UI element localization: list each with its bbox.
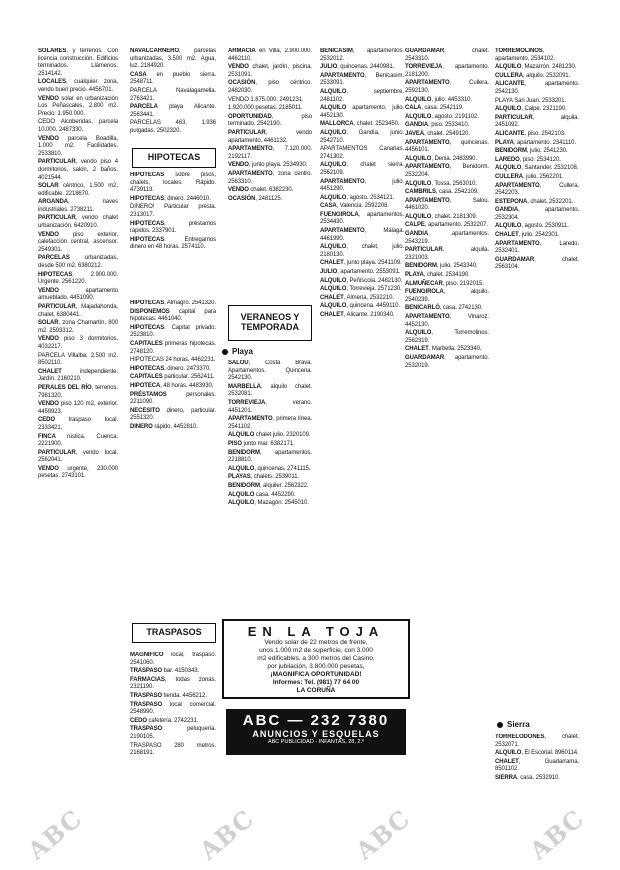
classified-ad: PARTICULAR, vendo piso 4 dormitorios, salón, 2 baños. 4021544.	[38, 159, 118, 181]
classified-ad: ALQUILO, quincena. 4459110.	[320, 303, 400, 310]
ad-line: por jubilación, 3.800.000 pesetas,	[267, 663, 365, 670]
classified-ad: VENDO piso 120 m2, exterior. 4459923.	[38, 401, 118, 415]
bullet-icon	[222, 349, 228, 355]
classified-ad: PARTICULAR, vendo local. 2562041.	[38, 449, 118, 464]
classified-ad: ALQUILO, Gandía, junio. 2542710.	[320, 129, 404, 144]
classified-ad: TRASPASO peluquería. 2190105.	[130, 726, 216, 740]
classified-ad: VENDO apartamento amueblado. 4451090.	[38, 287, 118, 302]
column-5	[405, 48, 489, 808]
ad-line: Vendo solar de 22 metros de frente,	[264, 639, 368, 646]
classified-ad: TRASPASO bar. 4150343.	[130, 668, 200, 675]
column-2-hipotecas-cont	[130, 300, 216, 550]
classified-ad: HIPOTECAS, préstamos rápidos. 2337901.	[130, 220, 216, 235]
classified-ad: APARTAMENTO, Vinaroz. 4452130.	[405, 314, 489, 328]
classified-ad: CAPITALES primeras hipotecas. 2748120.	[130, 340, 216, 355]
section-heading-hipotecas	[132, 148, 216, 168]
classified-ad: VENDO parcela Boadilla, 1.000 m2. Facilidades. 2533810.	[38, 135, 118, 157]
ad-abc-address: ABC PUBLICIDAD - INFANTAS, 28, 2.º	[267, 739, 365, 745]
classified-ad: DISPONEMOS capital para hipotecas. 4461040.	[130, 308, 216, 323]
classified-ad: ALQUILO, Torremolinos. 2562319.	[405, 330, 489, 344]
classified-ad: HIPOTECA, 48 horas. 4483930.	[130, 382, 214, 389]
classified-ad: PARCELA Navalagamella. 2763421.	[130, 87, 216, 102]
classified-ad: 1.920.000 pesetas. 2185011.	[228, 105, 303, 112]
ad-title: EN LA TOJA	[247, 624, 385, 639]
ad-line: unos 1.000 m2 de superficie, con 3.000	[259, 647, 373, 654]
classified-ad: APARTAMENTO, Salou. 4461020.	[405, 197, 489, 212]
classified-ad: PERALES DEL RÍO, terrenos. 7981320.	[38, 384, 118, 399]
classified-ad: ALICANTE, piso. 2542103.	[495, 130, 566, 137]
classified-ad: ALICANTE, apartamento. 2542130.	[495, 81, 579, 95]
classified-ad: JULIO, quincenas. 2440981.	[320, 64, 395, 71]
classified-ad: PARTICULAR, alquila. 2321003.	[405, 247, 489, 261]
classified-ad: JULIO, apartamento. 2553091.	[320, 269, 401, 276]
classified-ad: ARGANDA, naves industriales. 2738211.	[38, 199, 118, 213]
classified-ad: ALQUILO, septiembre. 2481102.	[320, 88, 404, 103]
column-1	[38, 48, 118, 808]
classified-ad: HIPOTECAS. Entregamos dinero en 48 horas. 2574110.	[130, 236, 216, 251]
classified-ad: HIPOTECAS sobre pisos, chalets, locales. Rápido. 4739113.	[130, 172, 216, 194]
classified-ad: LOCALES, cualquier zona, vendo buen precio. 4456701.	[38, 79, 118, 93]
ad-line: Informes: Tel. (981) 77 64 00	[272, 679, 360, 686]
classified-ad: CEDO Alcobendas, parcela 10.000. 2487330.	[38, 119, 118, 133]
classified-ad: APARTAMENTO, Laredo. 2532401.	[495, 240, 579, 255]
classified-ad: FINCA rústica. Cuenca. 2221900.	[38, 433, 118, 448]
column-2-hipotecas	[130, 172, 216, 282]
classified-ad: ALQUILO, agosto. 2534121.	[320, 194, 395, 201]
classified-ad: HIPOTECAS, dinero. 2473370.	[130, 365, 211, 372]
classified-ad: BENICARLÓ, casa. 2742130.	[405, 305, 483, 312]
classified-ad: ALQUILO, Calpe. 2321190.	[495, 106, 567, 113]
classified-ad: BENIDORM, julio. 2543340.	[405, 263, 478, 270]
classified-ad: CEDO cafetería. 2742231.	[130, 717, 199, 724]
subsection-playa	[222, 347, 253, 356]
classified-ad: MAGNÍFICO local, traspaso. 2541060.	[130, 652, 216, 666]
classified-ad: VENDO chalet, jardín, piscina. 2531091.	[228, 64, 312, 78]
classified-ad: VENDO 1.875.000. 2491231.	[228, 96, 304, 103]
classified-ad: NECESITO dinero, particular. 2551320.	[130, 407, 216, 422]
classified-ad: APARTAMENTO, zona centro. 2563310.	[228, 170, 312, 185]
subsection-sierra	[497, 720, 530, 729]
classified-ad: ALQUILO, El Escorial. 8960114.	[495, 750, 579, 757]
classified-ad: ALQUILO, Mazagón. 2545010.	[228, 500, 309, 507]
classified-ad: FUENGIROLA, apartamentos. 2534430.	[320, 211, 404, 226]
classified-ad: OPORTUNIDAD, piso terminado. 2542190.	[228, 113, 312, 128]
classified-ad: OCASIÓN, 2481125.	[228, 195, 283, 202]
classified-ad: CULLERA, alquilo. 2532091.	[495, 72, 571, 79]
classified-ad: CHALET, Almería. 2532210.	[320, 294, 394, 301]
classified-ad: GUARDAMAR, chalet. 2543310.	[405, 48, 489, 62]
classified-ad: ALQUILO, Mazarrón. 2481230.	[495, 64, 577, 71]
column-2-traspasos	[130, 652, 216, 812]
classified-ad: CEDO traspaso local. 2333421.	[38, 417, 118, 431]
ad-abc-phone: ABC — 232 7380	[242, 712, 390, 729]
classified-ad: ALQUILO, agosto. 2530911.	[495, 223, 569, 230]
classified-ad: PISO junto mar. 6382171.	[228, 440, 295, 447]
classified-ad: ALQUILO, Denia. 2483990.	[405, 155, 477, 162]
classified-ad: FUENGIROLA, alquilo. 2540239.	[405, 289, 489, 303]
classified-ad: HIPOTECAS, Almagro. 2541320.	[130, 300, 216, 306]
column-6-sierra	[495, 734, 579, 814]
classified-ad: DINERO rápido. 4452810.	[130, 423, 198, 430]
classified-ad: ALQUILO chalet julio. 2320109.	[228, 432, 311, 439]
classified-ad: SOLAR, zona Chamartín, 800 m2. 2593312.	[38, 320, 118, 334]
classified-ad: CASA, Valencia. 2592208.	[320, 203, 389, 210]
classified-ad: CAMBRILS, casa. 2542109.	[405, 189, 479, 196]
classified-ad: SOLAR céntrico, 1.500 m2, edificable. 2218670.	[38, 183, 118, 197]
classified-ad: NAVALCARNERO, parcelas urbanizadas, 3.500 m2. Agua, luz. 2184920.	[130, 48, 216, 70]
classified-ad: PARTICULAR, vendo apartamento. 4461132.	[228, 129, 312, 144]
classified-ad: CALPE, apartamento. 2532207.	[405, 222, 488, 229]
classified-ad: VENDO piso 3 dormitorios. 4032217.	[38, 336, 118, 350]
classified-ad: TORREVIEJA, verano. 4451201.	[228, 399, 312, 414]
classified-ad: ALQUILO, Torrevieja. 2571230.	[320, 286, 402, 293]
watermark-abc: ABC	[349, 803, 416, 866]
classified-ad: CHALET, junto playa. 2541109.	[320, 260, 402, 267]
classified-ad: PLAYAS, chalets. 2539011.	[228, 474, 299, 481]
classified-ad: DINERO! Particular presta. 2313017.	[130, 204, 216, 218]
classified-ad: CHALET, julio. 2542301.	[495, 232, 560, 239]
classified-ad: BENIDORM, apartamentos. 2218810.	[228, 449, 312, 464]
classified-ad: CHALET, Alicante. 2190340.	[320, 312, 395, 318]
ad-line: ¡MAGNIFICA OPORTUNIDAD!	[270, 671, 362, 678]
classified-ad: PARCELAS urbanizadas, desde 500 m2. 6380212.	[38, 255, 118, 270]
ad-line: m2 edificables, a 300 metros del Casino,	[257, 655, 375, 662]
classified-ad: TORREMOLINOS, apartamento. 2534102.	[495, 48, 555, 62]
classified-ad: GANDIA, piso. 2533410.	[405, 122, 470, 129]
classified-ad: TRASPASO tienda. 4456212.	[130, 692, 207, 699]
classified-ad: APARTAMENTO, quincenas. 4456101.	[405, 139, 489, 154]
classified-ad: ALQUILO, chalet, julio. 2180130.	[320, 244, 404, 258]
classified-ad: ALQUILO casa. 4452290.	[228, 491, 296, 498]
classified-ad: JAVEA, chalet. 2549120.	[405, 130, 470, 137]
classified-ad: CALA, casa. 2542119.	[405, 105, 464, 112]
classified-ad: CHALET, Guadarrama. 8501102.	[495, 758, 579, 773]
classified-ad: ALQUILO, Santander. 2532108.	[495, 165, 579, 172]
classified-ad: VENDO chalet. 6382230.	[228, 187, 294, 194]
classified-ad: CHALET, Marbella. 2523340.	[405, 346, 482, 353]
ad-abc-tagline: ANUNCIOS Y ESQUELAS	[252, 729, 380, 739]
column-4	[320, 48, 404, 613]
classified-ad: HIPOTECAS, 2.900.000. Urgente. 2561220.	[38, 271, 118, 286]
classified-ad: TRASPASO 280 metros. 2168191.	[130, 742, 216, 757]
section-heading-traspasos	[132, 623, 216, 643]
classified-ad: APARTAMENTO, 7.120.000. 2192117.	[228, 146, 312, 160]
ad-line: LA CORUÑA	[296, 687, 336, 694]
watermark-abc: ABC	[193, 803, 260, 866]
classified-ad: ESTEPONA, chalet. 2532201.	[495, 198, 574, 205]
classified-ad: MALLORCA, chalet. 2523450.	[320, 121, 400, 128]
subsection-label: Playa	[232, 347, 253, 356]
classified-ad: GANDIA, apartamentos. 2543219.	[405, 231, 489, 245]
watermark-abc: ABC	[523, 803, 590, 866]
section-heading-veraneos	[228, 305, 312, 341]
classified-ad: GUARDAMAR, apartamento. 2532019.	[405, 354, 489, 369]
classified-ad: VENDO, junto playa. 2534930.	[228, 162, 308, 169]
classified-ad: GANDIA, apartamento. 2532304.	[495, 207, 579, 221]
classified-ad: ALQUILO, Tossa. 2563010.	[405, 180, 477, 187]
classified-ad: PARTICULAR, vendo chalet urbanización. 6420910.	[38, 215, 118, 230]
classified-ad: HIPOTECAS 24 horas. 4462231.	[130, 357, 216, 364]
classified-ad: PARTICULAR, alquila. 2451092.	[495, 114, 579, 129]
classified-ad: ALQUILO, julio. 4453310.	[405, 96, 472, 103]
classified-ad: PLAYA, apartamento. 2341110.	[495, 139, 576, 146]
classified-ad: ALQUILO apartamento, julio. 4452130.	[320, 105, 404, 119]
classified-ad: FARMACIAS, todas zonas. 2321190.	[130, 676, 216, 691]
classified-ad: ALMUÑECAR, piso. 2192015.	[405, 280, 484, 287]
classified-ad: GUARDAMAR, chalet. 2563104.	[495, 256, 579, 271]
classified-ad: CAPITALES particular. 2562411.	[130, 374, 215, 381]
classified-ad: TORREVIEJA, apartamento. 2181200.	[405, 64, 489, 78]
classified-ad: PARCELAS 463, 1.936 pulgadas. 2502320.	[130, 120, 216, 134]
classified-ad: PARCELA Villalba, 2.500 m2. 8502110.	[38, 352, 118, 367]
classified-ad: ARMACIA en Villa, 2.900.000. 4462110.	[228, 48, 312, 62]
subsection-label: Sierra	[507, 720, 530, 729]
classified-ad: LAREDO, piso. 2534120.	[495, 156, 561, 163]
classified-ad: APARTAMENTO, Cullera. 2542203.	[495, 182, 579, 197]
classified-ad: CHALET independiente. Jardín. 2160210.	[38, 368, 118, 383]
classified-ad: HIPOTECAS. Capital privado. 2523810.	[130, 324, 216, 339]
classified-ad: APARTAMENTO, primera línea. 2541102.	[228, 416, 312, 430]
column-3-playa	[228, 360, 312, 610]
classified-ad: PLAYA, chalet. 2534190.	[405, 272, 470, 279]
classified-ad: APARTAMENTOS Canarias. 2741302.	[320, 146, 404, 160]
classified-ad: SOLARES, y terrenos. Con licencia construcción. Edificios terminados. Llámenos. 2514142.	[38, 48, 118, 77]
classified-ad: HIPOTECAS, dinero. 2446010.	[130, 195, 211, 202]
classified-ad: ALQUILO, Peñíscola. 2482130.	[320, 277, 403, 284]
classified-ad: APARTAMENTO, Málaga. 4461990.	[320, 228, 404, 242]
classified-ad: MARBELLA, alquilo chalet. 2532081.	[228, 383, 312, 398]
classified-ad: BENIDORM, julio. 2541230.	[495, 148, 568, 155]
classified-ad: APARTAMENTO, Cullera. 2592130.	[405, 80, 489, 94]
classified-ad: APARTAMENTO, julio. 4451290.	[320, 178, 404, 193]
heading-text: TRASPASOS	[146, 627, 202, 638]
classified-ad: BENICASIM, apartamentos. 2532012.	[320, 48, 404, 62]
ad-la-toja	[222, 619, 410, 699]
classified-ad: APARTAMENTO, Benicasim. 2533091.	[320, 72, 404, 87]
ad-abc-anuncios	[226, 709, 406, 755]
classified-ad: PLAYA San Juan. 2533201.	[495, 97, 567, 104]
classified-ad: TORRELODONES, chalet. 2532071.	[495, 734, 579, 748]
classified-ad: ALQUILO, chalet. 2181309.	[405, 213, 478, 220]
bullet-icon	[497, 722, 503, 728]
watermark-abc: ABC	[21, 803, 88, 866]
classified-ad: BENIDORM, alquiler. 2562322.	[228, 482, 309, 489]
column-3-top	[228, 48, 312, 298]
heading-text: HIPOTECAS	[147, 152, 201, 163]
classified-ad: TRASPASO local comercial. 2548990.	[130, 701, 216, 716]
classified-ad: VENDO solar en urbanización Los Peñascales, 2.800 m2. Precio: 1.950.000.	[38, 95, 118, 117]
heading-text: VERANEOS Y TEMPORADA	[240, 312, 300, 332]
ad-body	[224, 639, 408, 695]
classified-ad: PARTICULAR, Majadahonda, chalet. 6380441.	[38, 304, 118, 318]
classified-ad: VENDO urgente, 230.000 pesetas. 2743101.	[38, 465, 118, 480]
classified-ad: ALQUILO, agosto. 2191102.	[405, 113, 479, 120]
classified-ad: PRÉSTAMOS personales. 2211090.	[130, 391, 216, 406]
classified-ad: SALOU, Costa Brava. Apartamentos. Quincena. 2542130.	[228, 360, 312, 382]
classified-ad: PARCELA playa Alicante. 2563441.	[130, 104, 216, 118]
classified-ad: SIERRA, casa. 2532910.	[495, 774, 560, 781]
classified-ad: ALQUILO, quincenas. 2741115.	[228, 465, 311, 472]
classified-ad: ALQUILO, chalet sierra. 2562109.	[320, 162, 404, 176]
column-6	[495, 48, 579, 718]
classified-ad: CULLERA, julio. 2562201.	[495, 173, 564, 180]
classified-ad: CASA en pueblo sierra. 2548711.	[130, 71, 216, 86]
classified-ad: APARTAMENTO, Benidorm. 2532204.	[405, 164, 489, 178]
classified-ad: VENDO piso exterior, calefacción central, ascensor. 2549301.	[38, 231, 118, 253]
classified-ad: OCASIÓN, piso céntrico. 2482030.	[228, 80, 312, 94]
